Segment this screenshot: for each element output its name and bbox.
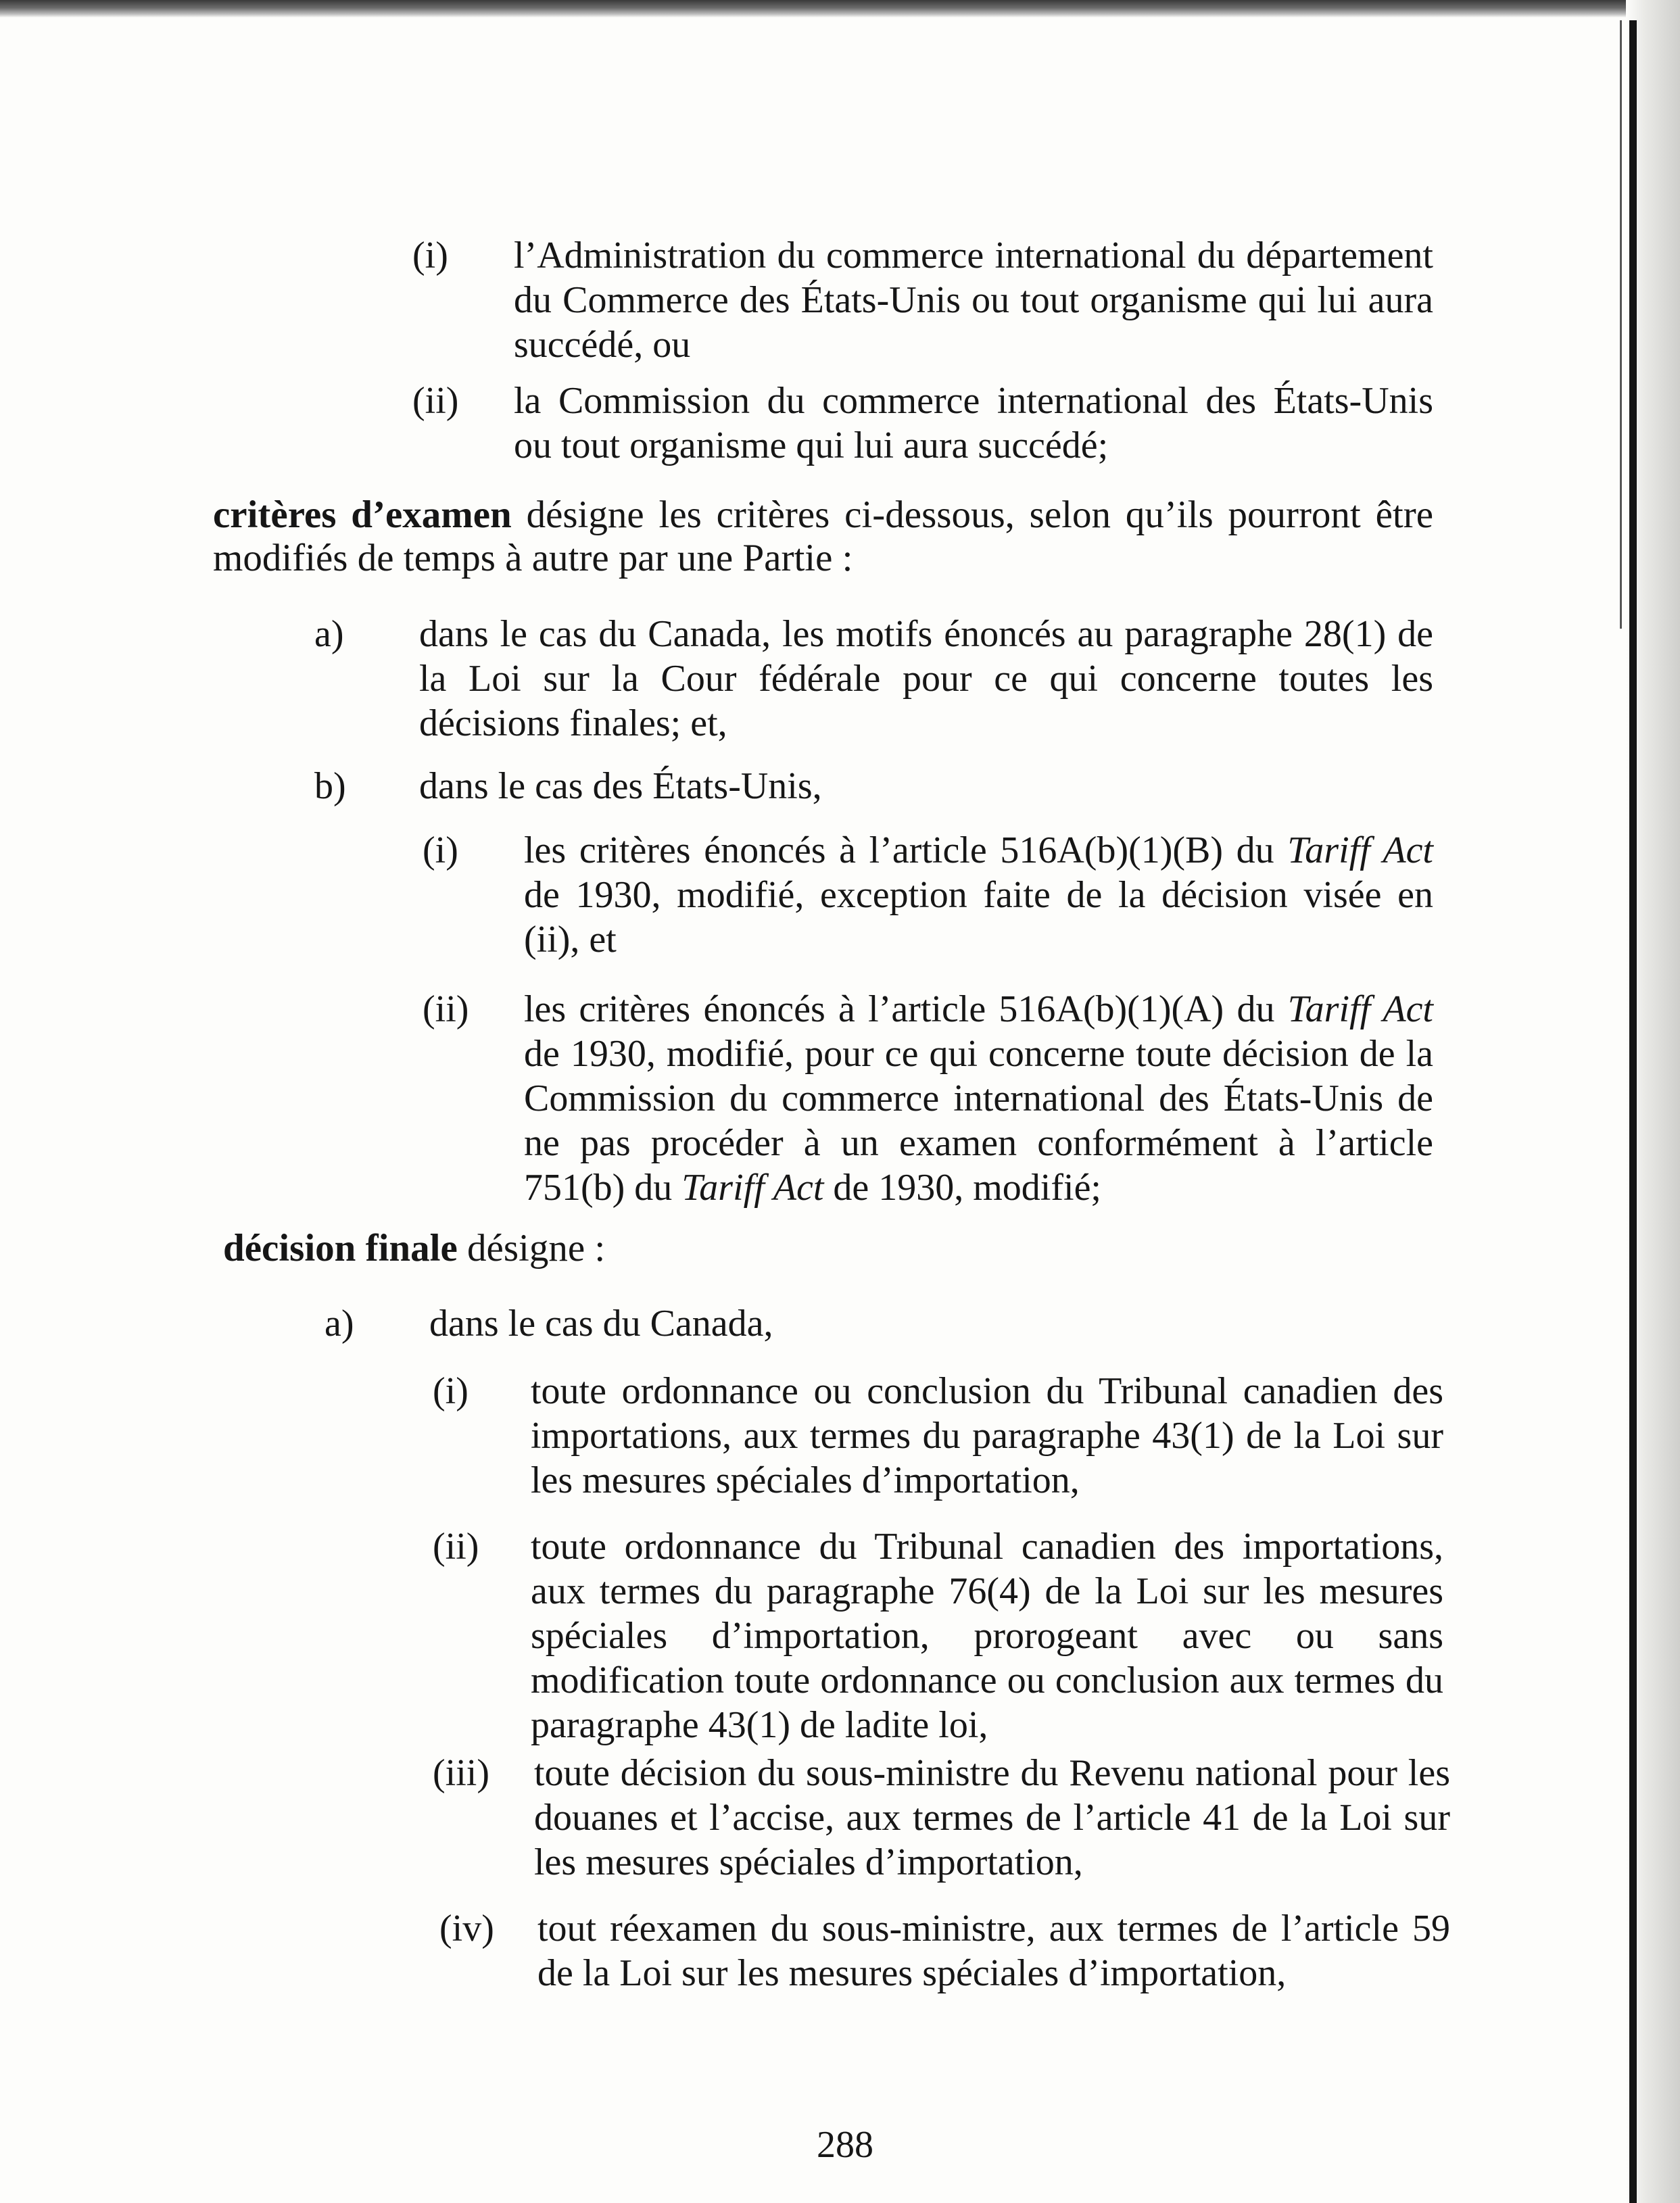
item-text: tout réexamen du sous-ministre, aux termes de l’article 59 de la Loi sur les mesures spéciales d’importation, bbox=[537, 1908, 1450, 1994]
item-text: dans le cas des États-Unis, bbox=[419, 765, 822, 807]
item-label: (ii) bbox=[423, 988, 469, 1030]
italic-title: Tariff Act bbox=[1287, 988, 1433, 1030]
page-number: 288 bbox=[817, 2124, 873, 2166]
item-text: dans le cas du Canada, bbox=[429, 1303, 773, 1345]
item-text: toute ordonnance ou conclusion du Tribunal canadien des importations, aux termes du paragraphe 43(1) de la Loi sur les mesures spéciales d’importation, bbox=[531, 1370, 1443, 1501]
text-segment: les critères énoncés à l’article 516A(b)(1)(B) du bbox=[524, 829, 1288, 871]
definition-criteres bbox=[213, 493, 1433, 580]
text-segment: de 1930, modifié, exception faite de la décision visée en (ii), et bbox=[524, 874, 1433, 961]
item-text bbox=[524, 987, 1433, 1210]
definition-text: désigne les critères ci-dessous, selon qu’ils pourront être modifiés de temps à autre par une Partie : bbox=[213, 493, 1433, 579]
item-text: la Commission du commerce international des États-Unis ou tout organisme qui lui aura succédé; bbox=[514, 380, 1433, 466]
defined-term: décision finale bbox=[223, 1227, 458, 1269]
item-text bbox=[524, 828, 1433, 962]
item-label: a) bbox=[314, 613, 344, 655]
item-label: (iii) bbox=[433, 1752, 489, 1794]
item-label: (ii) bbox=[433, 1526, 479, 1568]
item-label: (iv) bbox=[439, 1908, 494, 1950]
definition-text: désigne : bbox=[457, 1227, 606, 1269]
text-segment: les critères énoncés à l’article 516A(b)(1)(A) du bbox=[524, 988, 1288, 1030]
italic-title: Tariff Act bbox=[681, 1167, 824, 1209]
item-label: a) bbox=[325, 1303, 354, 1345]
item-text: l’Administration du commerce international du département du Commerce des États-Unis ou tout organisme qui lui aura succédé, ou bbox=[514, 235, 1433, 366]
item-label: (i) bbox=[433, 1370, 469, 1412]
defined-term: critères d’examen bbox=[213, 493, 512, 536]
item-label: b) bbox=[314, 765, 346, 807]
item-text: toute décision du sous-ministre du Revenu national pour les douanes et l’accise, aux termes de l’article 41 de la Loi sur les mesures spéciales d’importation, bbox=[534, 1752, 1450, 1883]
italic-title: Tariff Act bbox=[1287, 829, 1433, 871]
item-label: (ii) bbox=[412, 380, 459, 422]
text-segment: de 1930, modifié; bbox=[823, 1167, 1101, 1209]
definition-decision bbox=[223, 1227, 1433, 1270]
item-label: (i) bbox=[412, 235, 448, 276]
item-label: (i) bbox=[423, 829, 458, 871]
item-text: dans le cas du Canada, les motifs énoncés au paragraphe 28(1) de la Loi sur la Cour fédérale pour ce qui concerne toutes les décisions finales; et, bbox=[419, 613, 1433, 744]
item-text: toute ordonnance du Tribunal canadien des importations, aux termes du paragraphe 76(4) de la Loi sur les mesures spéciales d’importation, prorogeant avec ou sans modification toute ordonnance ou conclusion aux termes du paragraphe 43(1) de ladite loi, bbox=[531, 1526, 1443, 1746]
text-segment: de 1930, modifié, pour ce qui concerne toute décision de la Commission du commerce international des États-Unis de ne pas procéder à un examen conformément à l’article 751(b) du bbox=[524, 1033, 1433, 1209]
